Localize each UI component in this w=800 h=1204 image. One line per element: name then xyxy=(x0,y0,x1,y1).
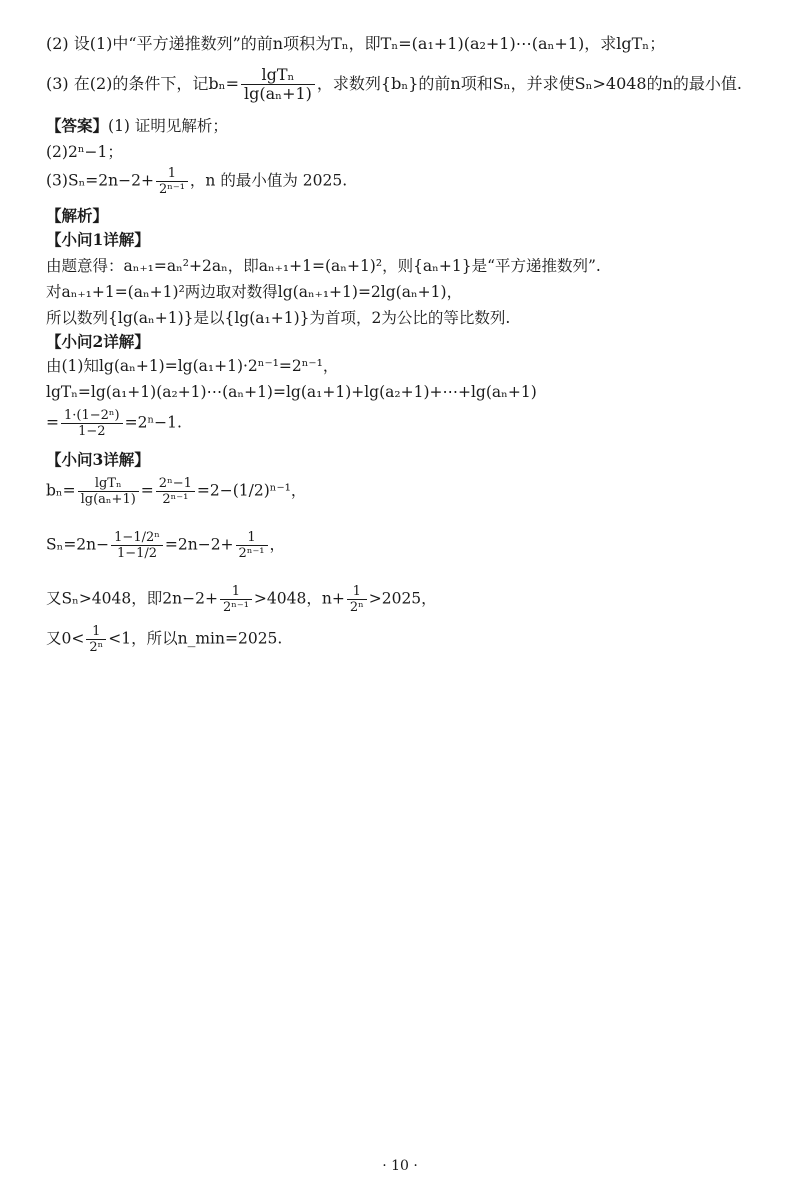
subquestion-3-text-4-suffix: <1，所以n_min=2025. xyxy=(108,629,283,648)
answer-3-prefix: (3)Sₙ=2n−2+ xyxy=(46,171,154,190)
answer-3-fraction xyxy=(156,166,188,197)
subquestion-1-line-2 xyxy=(46,282,462,302)
subquestion-3-fraction-7 xyxy=(86,624,106,655)
page-number: · 10 · xyxy=(382,1158,418,1174)
fraction-denominator: 2ⁿ⁻¹ xyxy=(162,492,189,507)
fraction-numerator: lgTₙ xyxy=(78,476,139,492)
b-n-fraction xyxy=(241,66,315,103)
subquestion-3-text-3-suffix: >2025， xyxy=(368,589,437,608)
subquestion-3-text-2-suffix: ， xyxy=(269,535,286,554)
fraction-denominator: 2ⁿ⁻¹ xyxy=(238,546,265,561)
fraction-numerator: 1 xyxy=(86,624,106,640)
subquestion-1-text-1: 由题意得：aₙ₊₁=aₙ²+2aₙ，即aₙ₊₁+1=(aₙ+1)²，则{aₙ+1}是“平方递推数列”. xyxy=(46,257,601,275)
subquestion-1-line-3 xyxy=(46,308,510,328)
subquestion-3-text-1-eq: = xyxy=(140,481,154,500)
answer-line-3 xyxy=(46,166,347,197)
fraction-denominator: 2ⁿ xyxy=(89,640,104,655)
subquestion-2-line-2 xyxy=(46,382,537,402)
subquestion-2-text-1: 由(1)知lg(aₙ+1)=lg(a₁+1)·2ⁿ⁻¹=2ⁿ⁻¹， xyxy=(46,357,339,375)
fraction-numerator: lgTₙ xyxy=(241,66,315,85)
subquestion-3-line-1 xyxy=(46,476,306,507)
subquestion-3-text-3-mid: >4048，n+ xyxy=(253,589,345,608)
subquestion-3-fraction-4 xyxy=(236,530,268,561)
subquestion-3-fraction-3 xyxy=(111,530,163,561)
fraction-denominator: lg(aₙ+1) xyxy=(244,84,312,103)
subquestion-3-text-2-prefix: Sₙ=2n− xyxy=(46,535,110,554)
subquestion-2-fraction xyxy=(61,408,123,439)
subquestion-1-text-3: 所以数列{lg(aₙ+1)}是以{lg(a₁+1)}为首项，2为公比的等比数列. xyxy=(46,309,511,327)
fraction-numerator: 1 xyxy=(220,584,252,600)
subquestion-3-line-4 xyxy=(46,624,282,655)
subquestion-2-label-line xyxy=(46,332,150,352)
subquestion-3-fraction-2 xyxy=(156,476,195,507)
subquestion-3-text-4-prefix: 又0< xyxy=(46,629,85,648)
answer-line-1 xyxy=(46,116,228,136)
subquestion-2-text-3-suffix: =2ⁿ−1. xyxy=(124,413,182,432)
subquestion-3-label-line xyxy=(46,450,150,470)
fraction-denominator: 1−2 xyxy=(78,424,106,439)
fraction-denominator: lg(aₙ+1) xyxy=(80,492,136,507)
fraction-numerator: 1 xyxy=(347,584,367,600)
subquestion-3-fraction-5 xyxy=(220,584,252,615)
answer-label: 【答案】 xyxy=(46,116,109,135)
subquestion-1-text-2: 对aₙ₊₁+1=(aₙ+1)²两边取对数得lg(aₙ₊₁+1)=2lg(aₙ+1)， xyxy=(46,283,463,301)
subquestion-3-line-2 xyxy=(46,530,285,561)
subquestion-3-line-3 xyxy=(46,584,437,615)
answer-1: (1) 证明见解析； xyxy=(108,117,228,135)
fraction-numerator: 1·(1−2ⁿ) xyxy=(61,408,123,424)
analysis-label: 【解析】 xyxy=(46,206,109,225)
question-3-prefix: (3) 在(2)的条件下，记bₙ= xyxy=(46,74,239,93)
fraction-numerator: 1−1/2ⁿ xyxy=(111,530,163,546)
answer-2: (2)2ⁿ−1； xyxy=(46,143,123,161)
subquestion-2-label: 【小问2详解】 xyxy=(46,332,150,351)
answer-3-suffix: ，n 的最小值为 2025. xyxy=(189,171,348,190)
subquestion-3-text-1-prefix: bₙ= xyxy=(46,481,76,500)
analysis-label-line xyxy=(46,206,108,226)
subquestion-1-label-line xyxy=(46,230,150,250)
fraction-numerator: 1 xyxy=(236,530,268,546)
subquestion-2-text-2: lgTₙ=lg(a₁+1)(a₂+1)⋯(aₙ+1)=lg(a₁+1)+lg(a₂+1)+⋯+lg(aₙ+1) xyxy=(46,383,537,401)
question-3 xyxy=(46,66,742,103)
fraction-denominator: 1−1/2 xyxy=(116,546,158,561)
subquestion-3-fraction-6 xyxy=(347,584,367,615)
subquestion-3-text-1-suffix: =2−(1/2)ⁿ⁻¹， xyxy=(196,481,307,500)
fraction-denominator: 2ⁿ xyxy=(349,600,364,615)
subquestion-1-line-1 xyxy=(46,256,601,276)
subquestion-3-text-3-prefix: 又Sₙ>4048，即2n−2+ xyxy=(46,589,218,608)
subquestion-2-text-3-prefix: = xyxy=(46,413,59,432)
answer-line-2 xyxy=(46,142,123,162)
question-3-suffix: ，求数列{bₙ}的前n项和Sₙ，并求使Sₙ>4048的n的最小值. xyxy=(316,74,743,93)
subquestion-3-fraction-1 xyxy=(78,476,139,507)
subquestion-2-line-3 xyxy=(46,408,182,439)
subquestion-3-label: 【小问3详解】 xyxy=(46,450,150,469)
subquestion-3-text-2-mid: =2n−2+ xyxy=(164,535,234,554)
fraction-numerator: 1 xyxy=(156,166,188,182)
question-2-text: (2) 设(1)中“平方递推数列”的前n项积为Tₙ，即Tₙ=(a₁+1)(a₂+1)⋯(aₙ+1)，求lgTₙ； xyxy=(46,34,666,53)
fraction-numerator: 2ⁿ−1 xyxy=(156,476,195,492)
fraction-denominator: 2ⁿ⁻¹ xyxy=(158,182,185,197)
question-2 xyxy=(46,34,665,54)
subquestion-2-line-1 xyxy=(46,356,338,376)
subquestion-1-label: 【小问1详解】 xyxy=(46,230,150,249)
fraction-denominator: 2ⁿ⁻¹ xyxy=(222,600,249,615)
